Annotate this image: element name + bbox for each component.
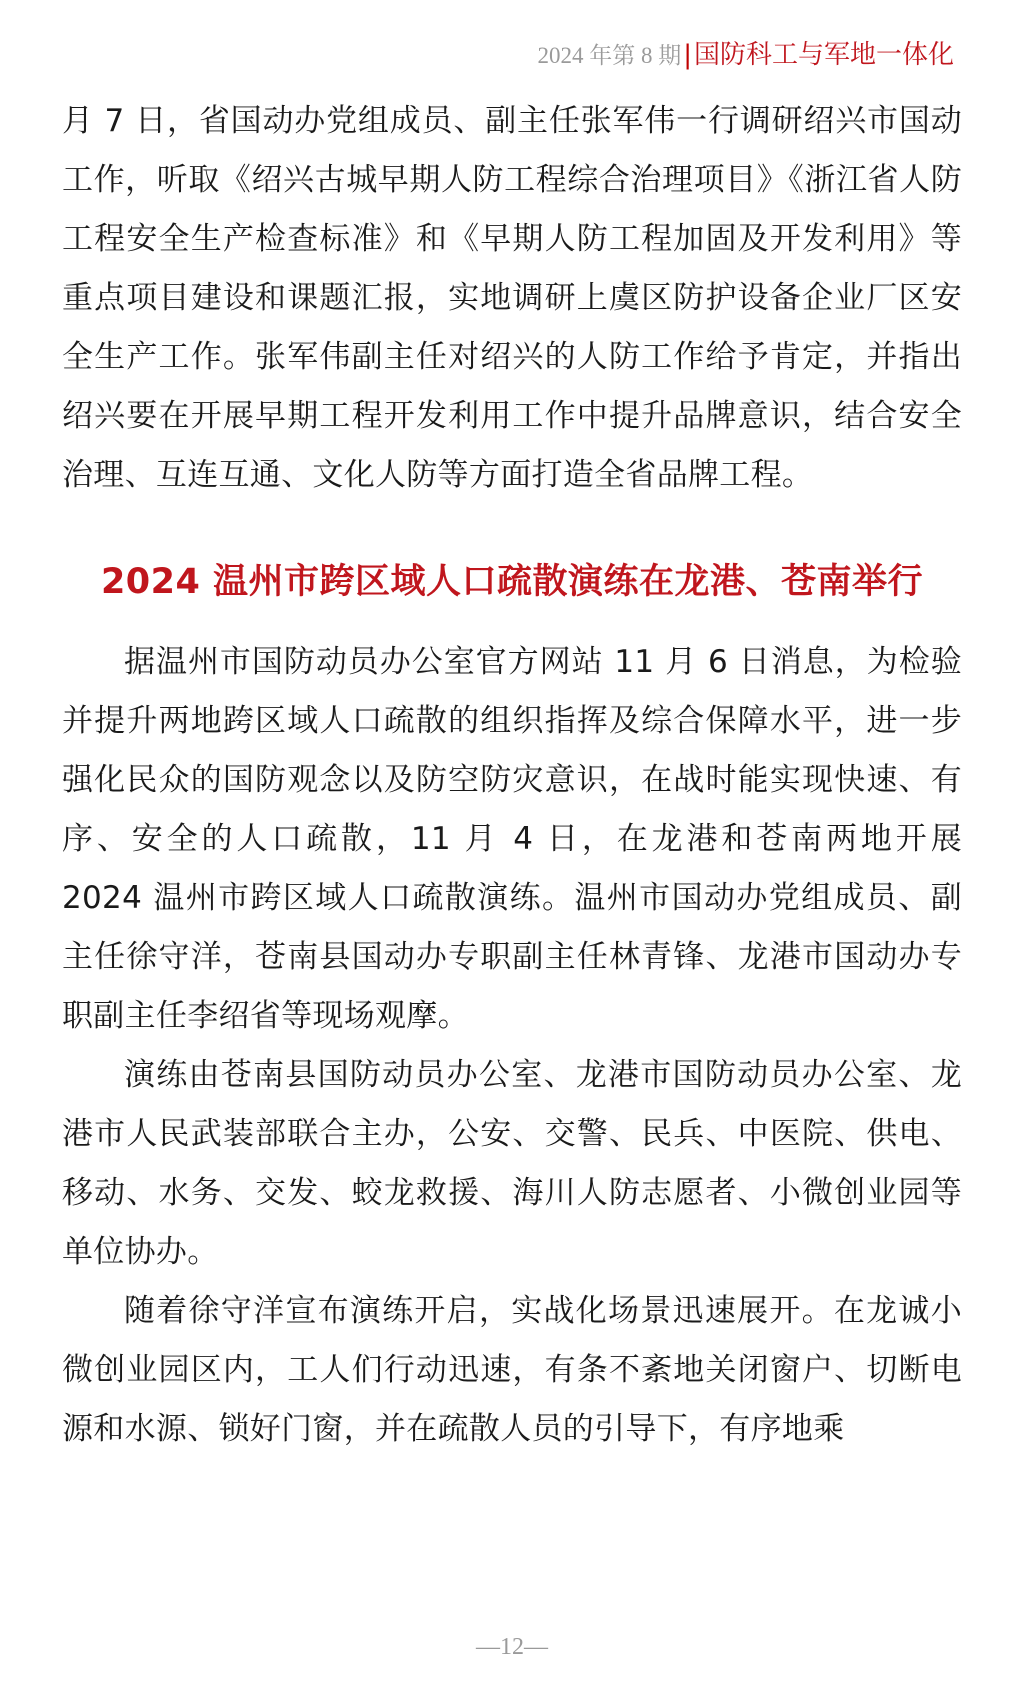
- section-paragraph-3: 随着徐守洋宣布演练开启，实战化场景迅速展开。在龙诚小微创业园区内，工人们行动迅速，有条不紊地关闭窗户、切断电源和水源、锁好门窗，并在疏散人员的引导下，有序地乘: [62, 1293, 962, 1447]
- section-title: 2024 温州市跨区域人口疏散演练在龙港、苍南举行: [100, 562, 924, 602]
- section-paragraph-1: 据温州市国防动员办公室官方网站 11 月 6 日消息，为检验并提升两地跨区域人口疏散的组织指挥及综合保障水平，进一步强化民众的国防观念以及防空防灾意识，在战时能实现快速、有序、安全的人口疏散，11 月 4 日，在龙港和苍南两地开展 2024 温州市跨区域人口疏散演练。温州市国动办党组成员、副主任徐守洋，苍南县国动办专职副主任林青锋、龙港市国动办专职副主任李绍省等现场观摩。: [62, 644, 962, 1034]
- section-paragraph-2: 演练由苍南县国防动员办公室、龙港市国防动员办公室、龙港市人民武装部联合主办，公安、交警、民兵、中医院、供电、移动、水务、交发、蛟龙救援、海川人防志愿者、小微创业园等单位协办。: [62, 1057, 962, 1270]
- column-title: 国防科工与军地一体化: [693, 40, 954, 70]
- article-body: [62, 92, 962, 1459]
- page-number: —12—: [476, 1634, 548, 1660]
- running-header: [537, 38, 954, 73]
- issue-label: 2024 年第 8 期: [537, 43, 682, 68]
- header-separator: |: [683, 40, 692, 70]
- continued-paragraph: 月 7 日，省国动办党组成员、副主任张军伟一行调研绍兴市国动工作，听取《绍兴古城早期人防工程综合治理项目》《浙江省人防工程安全生产检查标准》和《早期人防工程加固及开发利用》等重点项目建设和课题汇报，实地调研上虞区防护设备企业厂区安全生产工作。张军伟副主任对绍兴的人防工作给予肯定，并指出绍兴要在开展早期工程开发利用工作中提升品牌意识，结合安全治理、互连互通、文化人防等方面打造全省品牌工程。: [62, 103, 962, 493]
